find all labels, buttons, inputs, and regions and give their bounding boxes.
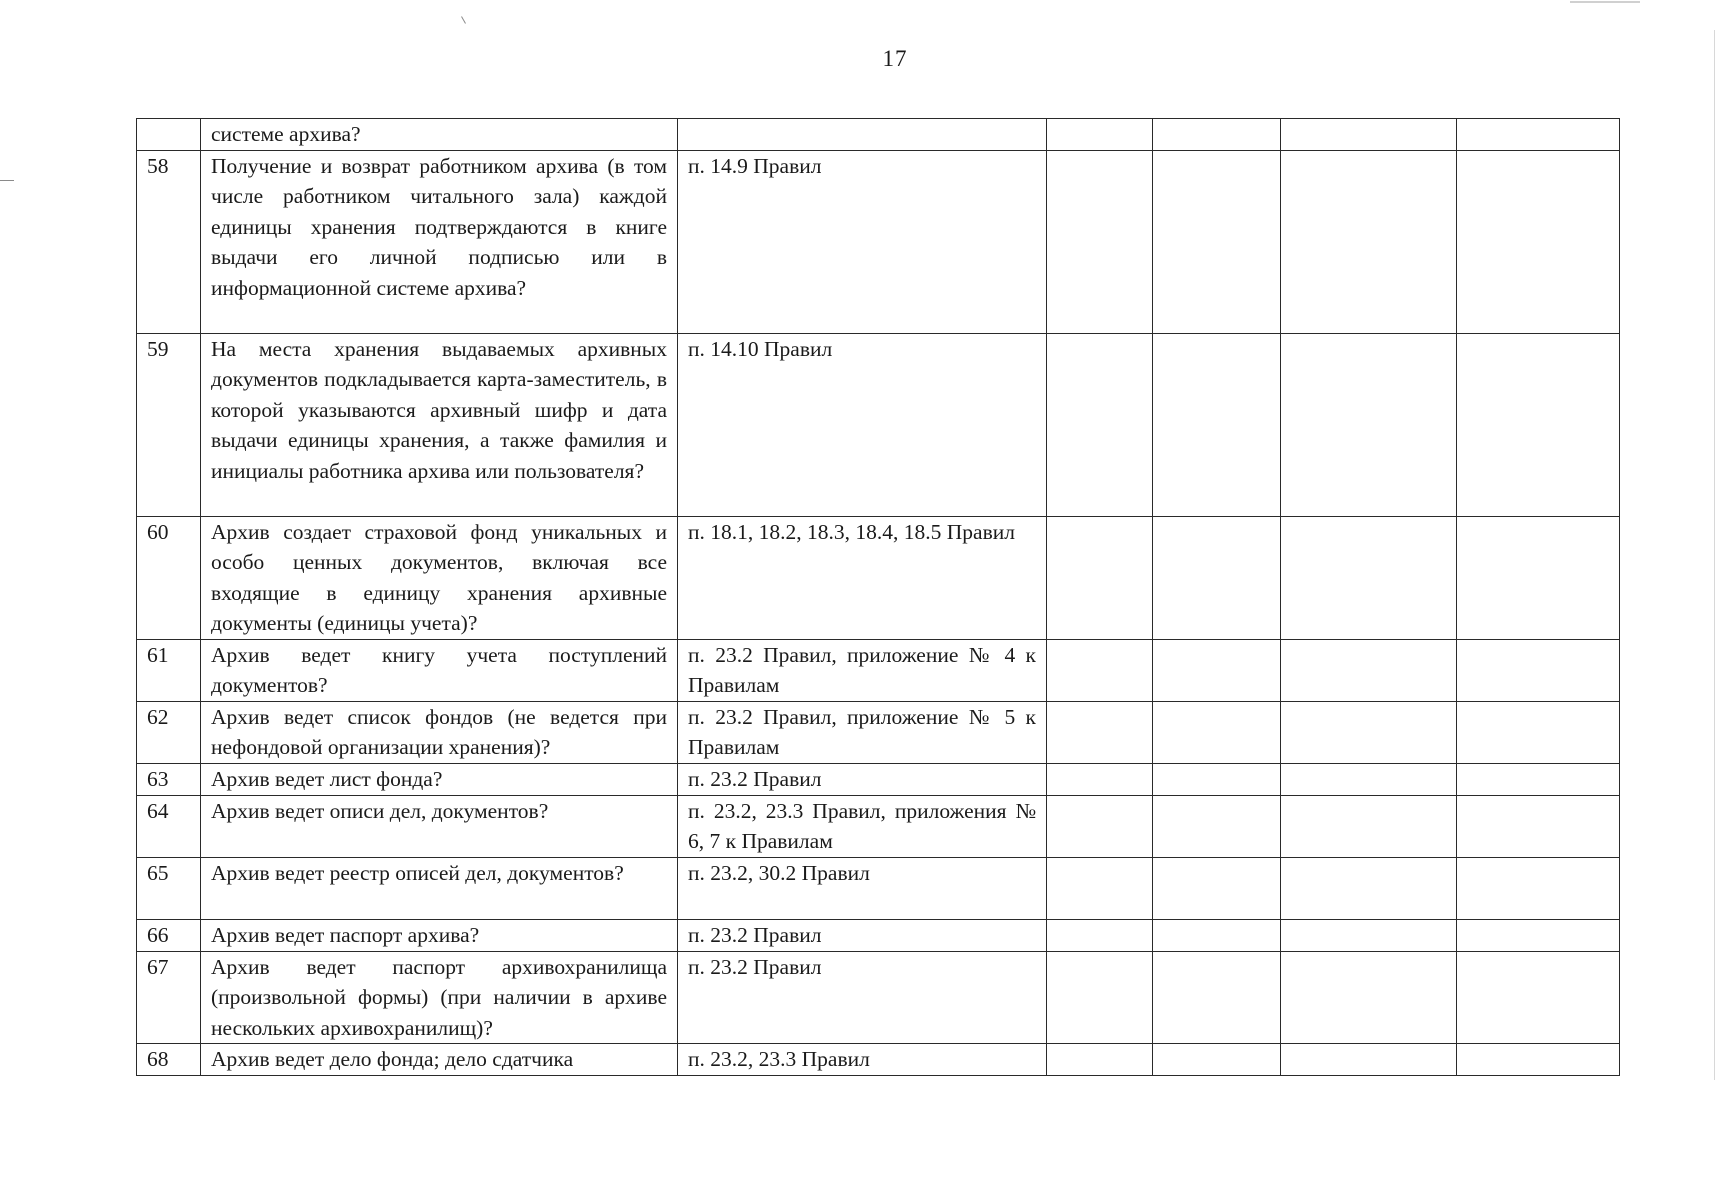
table-row — [137, 1044, 1620, 1076]
table-row — [137, 639, 1620, 701]
answer-cell-yes — [1047, 1044, 1153, 1076]
answer-cell-no — [1153, 763, 1281, 795]
row-number: 59 — [137, 333, 201, 516]
answer-cell-na — [1281, 701, 1457, 763]
notes-cell — [1457, 639, 1620, 701]
reference-cell: п. 23.2, 23.3 Правил — [678, 1044, 1047, 1076]
row-number — [137, 119, 201, 151]
answer-cell-yes — [1047, 919, 1153, 951]
reference-cell: п. 23.2 Правил — [678, 951, 1047, 1044]
notes-cell — [1457, 919, 1620, 951]
scan-artifact — [0, 180, 14, 181]
answer-cell-no — [1153, 795, 1281, 857]
answer-cell-na — [1281, 795, 1457, 857]
question-cell: Получение и возврат работником архива (в том числе работником читального зала) каждой единицы хранения подтверждаются в книге выдачи его личной подписью или в информационной системе архива? — [201, 150, 678, 333]
question-cell: Архив ведет реестр описей дел, документов? — [201, 857, 678, 919]
answer-cell-na — [1281, 150, 1457, 333]
reference-cell: п. 23.2 Правил, приложение № 4 к Правилам — [678, 639, 1047, 701]
answer-cell-yes — [1047, 639, 1153, 701]
question-cell: системе архива? — [201, 119, 678, 151]
row-number: 62 — [137, 701, 201, 763]
answer-cell-na — [1281, 857, 1457, 919]
table-row — [137, 763, 1620, 795]
scan-artifact — [461, 16, 466, 23]
answer-cell-yes — [1047, 951, 1153, 1044]
question-cell: Архив ведет список фондов (не ведется при нефондовой организации хранения)? — [201, 701, 678, 763]
notes-cell — [1457, 150, 1620, 333]
question-cell: Архив ведет паспорт архива? — [201, 919, 678, 951]
notes-cell — [1457, 1044, 1620, 1076]
question-cell: Архив ведет книгу учета поступлений документов? — [201, 639, 678, 701]
answer-cell-no — [1153, 951, 1281, 1044]
question-cell: На места хранения выдаваемых архивных документов подкладывается карта-заместитель, в которой указываются архивный шифр и дата выдачи единицы хранения, а также фамилия и инициалы работника архива или пользователя? — [201, 333, 678, 516]
answer-cell-no — [1153, 701, 1281, 763]
reference-cell: п. 23.2, 30.2 Правил — [678, 857, 1047, 919]
notes-cell — [1457, 763, 1620, 795]
reference-cell: п. 14.9 Правил — [678, 150, 1047, 333]
notes-cell — [1457, 795, 1620, 857]
notes-cell — [1457, 857, 1620, 919]
table-row — [137, 119, 1620, 151]
answer-cell-yes — [1047, 701, 1153, 763]
answer-cell-no — [1153, 857, 1281, 919]
table-row — [137, 795, 1620, 857]
answer-cell-no — [1153, 516, 1281, 639]
answer-cell-na — [1281, 516, 1457, 639]
reference-cell: п. 23.2 Правил — [678, 919, 1047, 951]
answer-cell-na — [1281, 1044, 1457, 1076]
answer-cell-no — [1153, 333, 1281, 516]
reference-cell: п. 23.2, 23.3 Правил, приложения № 6, 7 к Правилам — [678, 795, 1047, 857]
scan-artifact — [1714, 30, 1715, 1080]
answer-cell-yes — [1047, 763, 1153, 795]
notes-cell — [1457, 951, 1620, 1044]
answer-cell-yes — [1047, 119, 1153, 151]
question-cell: Архив ведет лист фонда? — [201, 763, 678, 795]
answer-cell-na — [1281, 333, 1457, 516]
row-number: 60 — [137, 516, 201, 639]
row-number: 58 — [137, 150, 201, 333]
answer-cell-no — [1153, 919, 1281, 951]
answer-cell-no — [1153, 639, 1281, 701]
row-number: 66 — [137, 919, 201, 951]
answer-cell-na — [1281, 763, 1457, 795]
question-cell: Архив ведет дело фонда; дело сдатчика — [201, 1044, 678, 1076]
reference-cell: п. 23.2 Правил, приложение № 5 к Правилам — [678, 701, 1047, 763]
answer-cell-na — [1281, 119, 1457, 151]
notes-cell — [1457, 333, 1620, 516]
answer-cell-no — [1153, 119, 1281, 151]
answer-cell-yes — [1047, 333, 1153, 516]
answer-cell-na — [1281, 951, 1457, 1044]
checklist-table — [136, 118, 1620, 1076]
reference-cell: п. 14.10 Правил — [678, 333, 1047, 516]
notes-cell — [1457, 516, 1620, 639]
page-number: 17 — [882, 46, 908, 71]
answer-cell-no — [1153, 150, 1281, 333]
answer-cell-no — [1153, 1044, 1281, 1076]
table-row — [137, 701, 1620, 763]
answer-cell-yes — [1047, 150, 1153, 333]
table-row — [137, 150, 1620, 333]
scan-artifact — [1570, 1, 1640, 3]
row-number: 68 — [137, 1044, 201, 1076]
answer-cell-yes — [1047, 516, 1153, 639]
row-number: 63 — [137, 763, 201, 795]
table-row — [137, 919, 1620, 951]
answer-cell-yes — [1047, 857, 1153, 919]
row-number: 61 — [137, 639, 201, 701]
question-cell: Архив ведет описи дел, документов? — [201, 795, 678, 857]
reference-cell: п. 23.2 Правил — [678, 763, 1047, 795]
answer-cell-na — [1281, 919, 1457, 951]
answer-cell-na — [1281, 639, 1457, 701]
answer-cell-yes — [1047, 795, 1153, 857]
table-row — [137, 333, 1620, 516]
reference-cell — [678, 119, 1047, 151]
question-cell: Архив создает страховой фонд уникальных и особо ценных документов, включая все входящие в единицу хранения архивные документы (единицы учета)? — [201, 516, 678, 639]
reference-cell: п. 18.1, 18.2, 18.3, 18.4, 18.5 Правил — [678, 516, 1047, 639]
row-number: 67 — [137, 951, 201, 1044]
notes-cell — [1457, 119, 1620, 151]
table-row — [137, 857, 1620, 919]
row-number: 64 — [137, 795, 201, 857]
notes-cell — [1457, 701, 1620, 763]
table-row — [137, 516, 1620, 639]
table-row — [137, 951, 1620, 1044]
row-number: 65 — [137, 857, 201, 919]
question-cell: Архив ведет паспорт архивохранилища (произвольной формы) (при наличии в архиве нескольких архивохранилищ)? — [201, 951, 678, 1044]
